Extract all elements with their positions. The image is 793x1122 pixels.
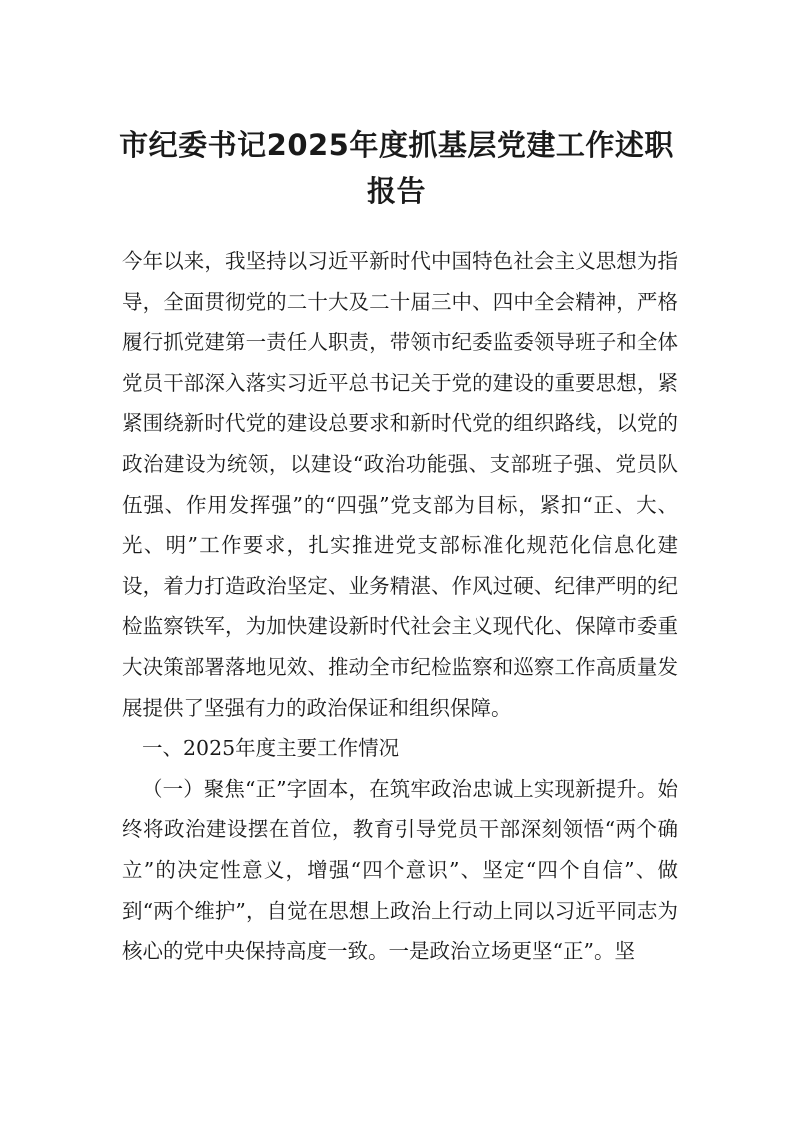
document-title: 市纪委书记2025年度抓基层党建工作述职报告 bbox=[119, 128, 674, 208]
document-body bbox=[122, 241, 678, 972]
subsection-paragraph: （一）聚焦“正”字固本，在筑牢政治忠诚上实现新提升。始终将政治建设摆在首位，教育引导党员干部深刻领悟“两个确立”的决定性意义，增强“四个意识”、坚定“四个自信”、做到“两个维护”，自觉在思想上政治上行动上同以习近平同志为核心的党中央保持高度一致。一是政治立场更坚“正”。坚 bbox=[122, 776, 678, 964]
intro-paragraph: 今年以来，我坚持以习近平新时代中国特色社会主义思想为指导，全面贯彻党的二十大及二十届三中、四中全会精神，严格履行抓党建第一责任人职责，带领市纪委监委领导班子和全体党员干部深入落实习近平总书记关于党的建设的重要思想，紧紧围绕新时代党的建设总要求和新时代党的组织路线，以党的政治建设为统领，以建设“政治功能强、支部班子强、党员队伍强、作用发挥强”的“四强”党支部为目标，紧扣“正、大、光、明”工作要求，扎实推进党支部标准化规范化信息化建设，着力打造政治坚定、业务精湛、作风过硬、纪律严明的纪检监察铁军，为加快建设新时代社会主义现代化、保障市委重大决策部署落地见效、推动全市纪检监察和巡察工作高质量发展提供了坚强有力的政治保证和组织保障。 bbox=[122, 249, 678, 720]
section-heading: 一、2025年度主要工作情况 bbox=[142, 736, 400, 761]
